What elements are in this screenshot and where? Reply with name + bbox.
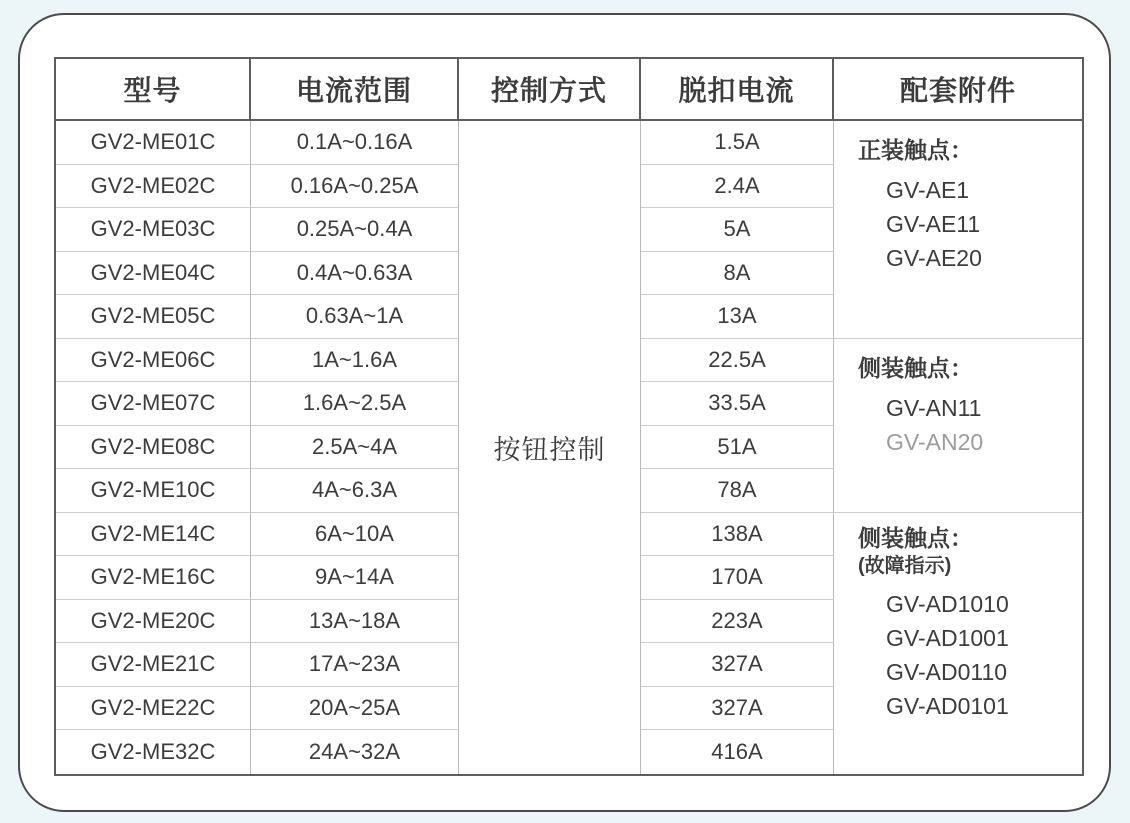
model-cell: GV2-ME10C <box>56 469 251 513</box>
column-trip-current <box>641 59 834 774</box>
trip-cell: 78A <box>641 469 834 513</box>
range-cell: 0.4A~0.63A <box>251 252 459 296</box>
trip-cell: 2.4A <box>641 165 834 209</box>
range-cell: 17A~23A <box>251 643 459 687</box>
accessory-item: GV-AN11 <box>886 394 982 421</box>
trip-cell: 5A <box>641 208 834 252</box>
spec-card <box>18 13 1111 812</box>
trip-cell: 8A <box>641 252 834 296</box>
model-cell: GV2-ME03C <box>56 208 251 252</box>
trip-cell: 327A <box>641 643 834 687</box>
model-cell: GV2-ME07C <box>56 382 251 426</box>
trip-cell: 33.5A <box>641 382 834 426</box>
accessory-group-title: 侧装触点： <box>858 354 973 381</box>
accessory-group-title: 侧装触点： <box>858 524 973 551</box>
range-cell: 0.1A~0.16A <box>251 121 459 165</box>
trip-cell: 416A <box>641 730 834 774</box>
range-cell: 0.25A~0.4A <box>251 208 459 252</box>
header-current-range: 电流范围 <box>251 59 459 121</box>
accessory-item: GV-AE20 <box>886 245 982 271</box>
model-cell: GV2-ME01C <box>56 121 251 165</box>
accessory-group-side-mount <box>834 339 1082 513</box>
range-cell: 1A~1.6A <box>251 339 459 383</box>
trip-cell: 138A <box>641 513 834 557</box>
accessory-item: GV-AN20 <box>886 428 984 455</box>
trip-cell: 1.5A <box>641 121 834 165</box>
accessory-group-front-mount <box>834 121 1082 339</box>
trip-cell: 223A <box>641 600 834 644</box>
accessory-item: GV-AE11 <box>886 211 981 237</box>
model-cell: GV2-ME02C <box>56 165 251 209</box>
accessory-item-list <box>886 391 1074 459</box>
range-cell: 1.6A~2.5A <box>251 382 459 426</box>
header-trip-current: 脱扣电流 <box>641 59 834 121</box>
range-cell: 9A~14A <box>251 556 459 600</box>
trip-cell: 327A <box>641 687 834 731</box>
model-cell: GV2-ME14C <box>56 513 251 557</box>
model-cell: GV2-ME21C <box>56 643 251 687</box>
model-cell: GV2-ME16C <box>56 556 251 600</box>
column-control-method <box>459 59 641 774</box>
range-cell: 24A~32A <box>251 730 459 774</box>
range-cell: 13A~18A <box>251 600 459 644</box>
range-cell: 20A~25A <box>251 687 459 731</box>
range-cell: 4A~6.3A <box>251 469 459 513</box>
trip-cell: 51A <box>641 426 834 470</box>
accessory-group-title: 正装触点： <box>858 137 973 163</box>
accessory-item: GV-AD0101 <box>886 692 1009 719</box>
model-cell: GV2-ME32C <box>56 730 251 774</box>
accessory-item: GV-AD1001 <box>886 624 1009 651</box>
column-accessories <box>834 59 1082 774</box>
header-model: 型号 <box>56 59 251 121</box>
accessory-item: GV-AD0110 <box>886 658 1008 685</box>
range-cell: 0.16A~0.25A <box>251 165 459 209</box>
accessory-item-list <box>886 587 1074 723</box>
model-cell: GV2-ME06C <box>56 339 251 383</box>
column-model <box>56 59 251 774</box>
control-method-cell: 按钮控制 <box>459 121 641 774</box>
model-cell: GV2-ME05C <box>56 295 251 339</box>
trip-cell: 13A <box>641 295 834 339</box>
trip-cell: 22.5A <box>641 339 834 383</box>
model-cell: GV2-ME08C <box>56 426 251 470</box>
accessory-group-subtitle: (故障指示) <box>858 554 952 577</box>
model-cell: GV2-ME04C <box>56 252 251 296</box>
header-control-method: 控制方式 <box>459 59 641 121</box>
range-cell: 0.63A~1A <box>251 295 459 339</box>
model-cell: GV2-ME20C <box>56 600 251 644</box>
range-cell: 6A~10A <box>251 513 459 557</box>
column-current-range <box>251 59 459 774</box>
accessory-group-side-mount-fault-indication <box>834 513 1082 774</box>
header-accessories: 配套附件 <box>834 59 1082 121</box>
accessory-item-list <box>886 173 1074 275</box>
trip-cell: 170A <box>641 556 834 600</box>
model-cell: GV2-ME22C <box>56 687 251 731</box>
spec-table <box>54 57 1084 776</box>
accessory-item: GV-AD1010 <box>886 590 1009 617</box>
range-cell: 2.5A~4A <box>251 426 459 470</box>
accessory-item: GV-AE1 <box>886 177 970 203</box>
